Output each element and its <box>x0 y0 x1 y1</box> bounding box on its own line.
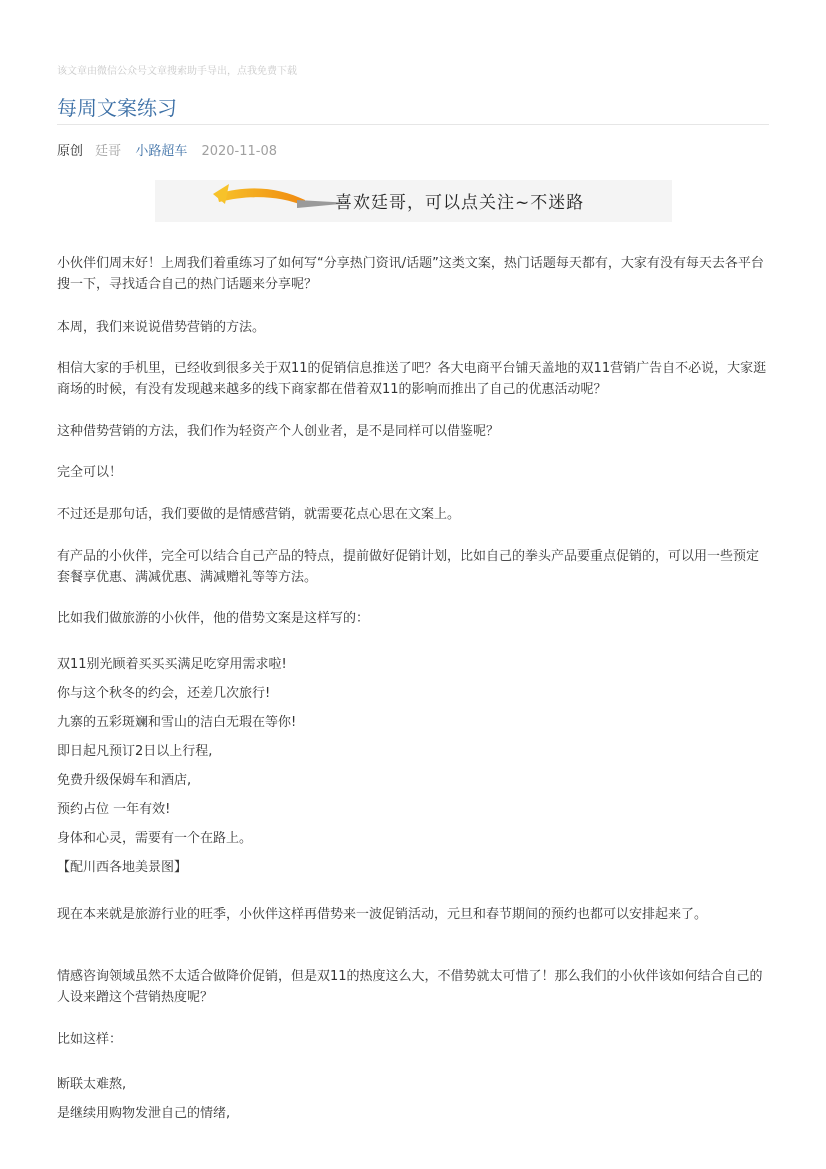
paragraph-7: 有产品的小伙伴，完全可以结合自己产品的特点，提前做好促销计划，比如自己的拳头产品要重点促销的，可以用一些预定套餐享优惠、满减优惠、满减赠礼等等方法。 <box>57 549 760 585</box>
paragraph-9: 现在本来就是旅游行业的旺季，小伙伴这样再借势来一波促销活动，元旦和春节期间的预约也都可以安排起来了。 <box>57 907 708 922</box>
export-note-link[interactable]: 该文章由微信公众号文章搜索助手导出，点我免费下载 <box>57 66 297 77</box>
paragraph-6: 不过还是那句话，我们要做的是情感营销，就需要花点心思在文案上。 <box>57 507 461 522</box>
paragraph-10: 情感咨询领域虽然不太适合做降价促销，但是双11的热度这么大，不借势就太可惜了！那么我们的小伙伴该如何结合自己的人设来蹭这个营销热度呢？ <box>57 969 763 1005</box>
travel-copy-line: 免费升级保姆车和酒店, <box>57 773 192 788</box>
author-name: 廷哥 <box>95 144 122 159</box>
arrow-icon <box>155 180 355 222</box>
original-label: 原创 <box>57 144 84 159</box>
paragraph-5: 完全可以！ <box>57 465 123 480</box>
travel-copy-line: 【配川西各地美景图】 <box>57 860 188 875</box>
banner-text: 喜欢廷哥，可以点关注~不迷路 <box>335 193 585 213</box>
travel-copy-line: 双11别光顾着买买买满足吃穿用需求啦! <box>57 657 287 672</box>
emotion-copy-line: 是继续用购物发泄自己的情绪, <box>57 1106 231 1121</box>
paragraph-11: 比如这样： <box>57 1032 123 1047</box>
publish-date: 2020-11-08 <box>201 144 278 159</box>
paragraph-8: 比如我们做旅游的小伙伴，他的借势文案是这样写的： <box>57 611 370 626</box>
title-divider <box>57 124 769 125</box>
travel-copy-line: 即日起凡预订2日以上行程, <box>57 744 213 759</box>
account-link[interactable]: 小路超车 <box>135 144 188 159</box>
travel-copy-line: 你与这个秋冬的约会，还差几次旅行! <box>57 686 271 701</box>
travel-copy-line: 九寨的五彩斑斓和雪山的洁白无瑕在等你! <box>57 715 297 730</box>
article-meta <box>57 140 277 159</box>
emotion-copy-line: 断联太难熬, <box>57 1077 127 1092</box>
article-title: 每周文案练习 <box>57 96 177 120</box>
follow-banner <box>155 180 672 222</box>
paragraph-1: 小伙伴们周末好！上周我们着重练习了如何写“分享热门资讯/话题”这类文案，热门话题每天都有，大家有没有每天去各平台搜一下，寻找适合自己的热门话题来分享呢？ <box>57 256 764 292</box>
travel-copy-line: 身体和心灵，需要有一个在路上。 <box>57 831 253 846</box>
paragraph-3: 相信大家的手机里，已经收到很多关于双11的促销信息推送了吧？各大电商平台铺天盖地的双11营销广告自不必说，大家逛商场的时候，有没有发现越来越多的线下商家都在借着双11的影响而推出了自己的优惠活动呢？ <box>57 361 767 397</box>
paragraph-2: 本周，我们来说说借势营销的方法。 <box>57 320 266 335</box>
paragraph-4: 这种借势营销的方法，我们作为轻资产个人创业者，是不是同样可以借鉴呢？ <box>57 424 500 439</box>
travel-copy-line: 预约占位 一年有效! <box>57 802 171 817</box>
